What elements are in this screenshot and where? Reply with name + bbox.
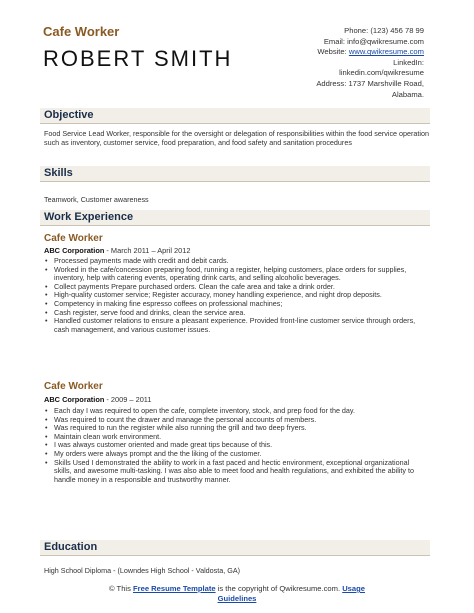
job-1-bullet: • Worked in the cafe/concession preparing food, running a register, helping customers, place orders for supplies, inventory, help with catering events, operating drink carts, and selling alcoholic beverages. — [44, 266, 424, 283]
contact-email-line — [254, 37, 424, 48]
job-2-bullet: • Skills Used I demonstrated the ability to work in a fast paced and hectic environment, exceptional organizational skills, and awesome multi-tasking. I was also able to meet food and health regulations, and exhibited the ability to handle money in a responsible and trustworthy manner. — [44, 459, 424, 485]
contact-website-link[interactable]: www.qwikresume.com — [348, 47, 424, 57]
guidelines-link[interactable]: Guidelines — [217, 594, 257, 603]
job-1-dates: - March 2011 – April 2012 — [104, 246, 191, 255]
resume-person-name: ROBERT SMITH — [43, 46, 233, 71]
job-2-company: ABC Corporation — [44, 395, 105, 404]
job-1-bullet: • Processed payments made with credit and debit cards. — [44, 257, 424, 266]
job-2-bullet: • My orders were always prompt and the the liking of the customer. — [44, 450, 424, 459]
job-2-bullet: • Was required to count the drawer and manage the personal accounts of members. — [44, 416, 424, 425]
job-2-bullet: • Each day I was required to open the cafe, complete inventory, stock, and prep food for the day. — [44, 407, 424, 416]
skills-text: Teamwork, Customer awareness — [44, 195, 149, 204]
contact-website-label: Website: — [317, 47, 347, 57]
copyright-footer — [0, 584, 474, 604]
resume-job-title: Cafe Worker — [43, 24, 120, 39]
job-2-bullet: • Was required to run the register while also running the grill and two deep fryers. — [44, 424, 424, 433]
contact-address-line2: Alabama. — [391, 89, 424, 99]
contact-address-line1 — [254, 79, 424, 90]
contact-address-label: Address: — [316, 78, 347, 88]
experience-heading: Work Experience — [44, 211, 134, 223]
job-1-bullet: • Handled customer relations to ensure a pleasant experience. Provided front-line customer service through orders, cash management, and various customer issues. — [44, 317, 424, 334]
skills-section-bar — [40, 166, 430, 182]
skills-heading: Skills — [44, 167, 73, 179]
footer-prefix: © This — [108, 584, 134, 593]
job-2-bullet: • I was always customer oriented and made great tips because of this. — [44, 441, 424, 450]
contact-linkedin-label: LinkedIn: — [393, 57, 424, 67]
education-heading: Education — [44, 541, 98, 553]
job-1-bullet: • Collect payments Prepare purchased orders. Clean the cafe area and take a drink order. — [44, 283, 424, 292]
job-2-employer — [44, 395, 151, 404]
contact-email-label: Email: — [323, 36, 345, 46]
job-1-bullet: • Competency in making fine espresso coffees on professional machines; — [44, 300, 424, 309]
experience-section-bar — [40, 210, 430, 226]
job-2-title: Cafe Worker — [44, 381, 103, 392]
education-text: High School Diploma - (Lowndes High School - Valdosta, GA) — [44, 566, 241, 575]
contact-website-line — [254, 47, 424, 58]
contact-phone-line — [254, 26, 424, 37]
free-resume-template-link[interactable]: Free Resume Template — [133, 584, 216, 593]
job-1-bullet: • Cash register, serve food and drinks, clean the service area. — [44, 309, 424, 318]
job-1-company: ABC Corporation — [44, 246, 105, 255]
contact-address: 1737 Marshville Road, — [348, 78, 424, 88]
job-1-employer — [44, 246, 191, 255]
contact-phone-label: Phone: — [344, 26, 369, 35]
objective-section-bar — [40, 108, 430, 124]
contact-email: info@qwikresume.com — [347, 36, 424, 46]
job-2-dates: - 2009 – 2011 — [104, 395, 152, 404]
objective-text: Food Service Lead Worker, responsible for the oversight or delegation of responsibilities within the food service operation such as inventory, customer service, food preparation, and food safety and sanitation procedures — [44, 129, 430, 148]
usage-link[interactable]: Usage — [342, 584, 365, 593]
job-1-bullets — [44, 257, 424, 334]
contact-phone: (123) 456 78 99 — [370, 26, 424, 35]
job-2-bullet: • Maintain clean work environment. — [44, 433, 424, 442]
education-section-bar — [40, 540, 430, 556]
objective-heading: Objective — [44, 109, 94, 121]
job-1-title: Cafe Worker — [44, 233, 103, 244]
contact-linkedin: linkedin.com/qwikresume — [339, 68, 424, 78]
job-1-bullet: • High-quality customer service; Register accuracy, money handling experience, and night drop deposits. — [44, 291, 424, 300]
job-2-bullets — [44, 407, 424, 484]
contact-block — [254, 26, 424, 100]
footer-middle: is the copyright of Qwikresume.com. — [215, 584, 343, 593]
